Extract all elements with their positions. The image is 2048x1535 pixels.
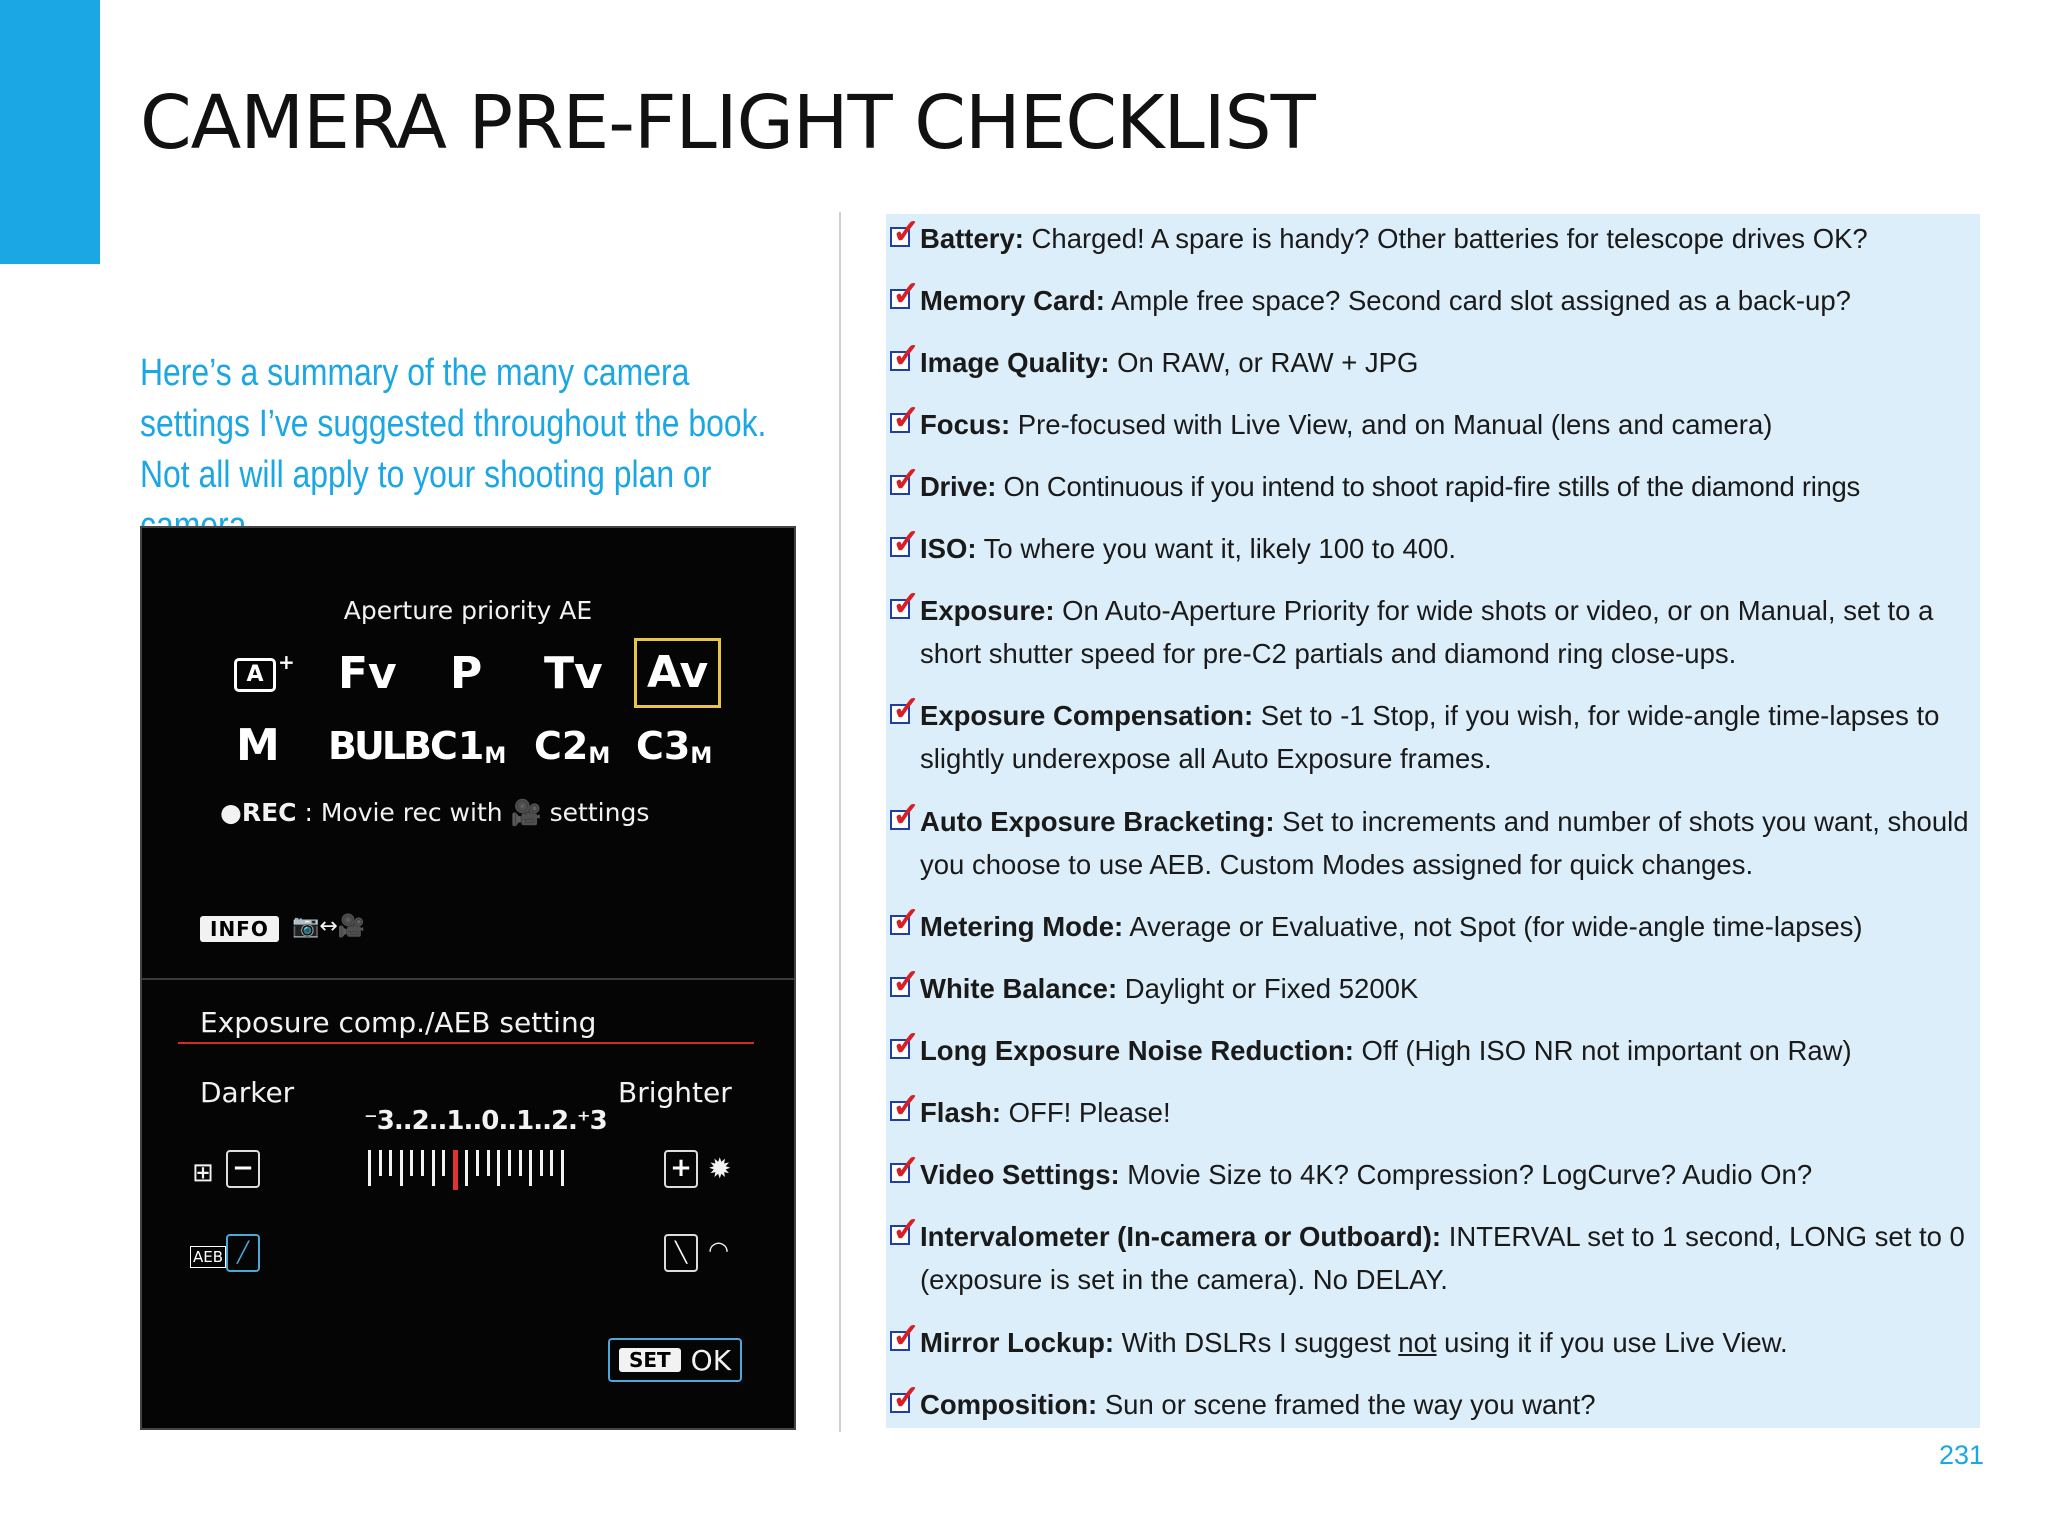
checklist-item-memory-card: ✓ Memory Card: Ample free space? Second card slot assigned as a back-up?	[892, 275, 1851, 316]
exposure-scale-labels: ⁻3..2..1..0..1..2.⁺3	[364, 1106, 607, 1136]
check-mark-icon: ✓	[892, 1379, 921, 1417]
mode-c1: $C1_M$	[430, 724, 507, 769]
check-mark-icon: ✓	[892, 461, 921, 499]
mode-m: M	[236, 720, 280, 771]
check-mark-icon: ✓	[892, 1025, 921, 1063]
intro-text: Here’s a summary of the many camera settings I’ve suggested throughout the book. Not all will apply to your shooting plan or	[140, 352, 767, 496]
main-dial-icon: ◠	[708, 1236, 729, 1264]
checklist-item-intervalometer: ✓ Intervalometer (In-camera or Outboard): INTERVAL set to 1 second, LONG set to 0 (exposure is set in the camera). No DELAY.	[892, 1211, 1965, 1295]
checklist-item-focus: ✓ Focus: Pre-focused with Live View, and on Manual (lens and camera)	[892, 399, 1773, 440]
checklist-item-exposure-compensation: ✓ Exposure Compensation: Set to -1 Stop, if you wish, for wide-angle time-lapses to slightly underexpose all Auto Exposure frames.	[892, 690, 1940, 774]
checklist-item-auto-exposure-bracketing: ✓ Auto Exposure Bracketing: Set to increments and number of shots you want, should you choose to use AEB. Custom Modes assigned for quick changes.	[892, 796, 1969, 880]
mode-c2: $C2_M$	[534, 724, 611, 769]
exposure-scale-ticks	[368, 1150, 564, 1190]
check-mark-icon: ✓	[892, 901, 921, 939]
checklist-item-battery: ✓ Battery: Charged! A spare is handy? Other batteries for telescope drives OK?	[892, 213, 1868, 254]
checklist-item-exposure: ✓ Exposure: On Auto-Aperture Priority for wide shots or video, or on Manual, set to a short shutter speed for pre-C2 partials and diamond ring close-ups.	[892, 585, 1934, 669]
checklist	[886, 214, 1980, 1428]
check-mark-icon: ✓	[892, 275, 921, 313]
aeb-widen-dial-icon: ╲	[664, 1234, 698, 1272]
checklist-item-mirror-lockup: ✓ Mirror Lockup: With DSLRs I suggest not using it if you use Live View.	[892, 1317, 1788, 1358]
check-mark-icon: ✓	[892, 690, 921, 728]
check-mark-icon: ✓	[892, 1317, 921, 1355]
page-title: CAMERA PRE-FLIGHT CHECKLIST	[140, 80, 1315, 166]
aeb-badge: AEB	[190, 1246, 226, 1268]
checklist-item-long-exposure-nr: ✓ Long Exposure Noise Reduction: Off (High ISO NR not important on Raw)	[892, 1025, 1852, 1066]
check-mark-icon: ✓	[892, 523, 921, 561]
check-mark-icon: ✓	[892, 1149, 921, 1187]
aeb-title: Exposure comp./AEB setting	[200, 1006, 597, 1039]
auto-mode-plus-icon: +	[278, 650, 295, 674]
checklist-item-metering-mode: ✓ Metering Mode: Average or Evaluative, not Spot (for wide-angle time-lapses)	[892, 901, 1863, 942]
rec-settings: settings	[549, 798, 650, 827]
camera-screen-photo	[140, 526, 796, 1430]
rec-line	[220, 798, 649, 828]
checklist-item-image-quality: ✓ Image Quality: On RAW, or RAW + JPG	[892, 337, 1419, 378]
mode-bulb: BULB	[328, 724, 429, 768]
checklist-item-video-settings: ✓ Video Settings: Movie Size to 4K? Compression? LogCurve? Audio On?	[892, 1149, 1813, 1190]
aeb-narrow-dial-icon: ╱	[226, 1234, 260, 1272]
sun-icon: ✹	[708, 1152, 732, 1185]
set-ok-button	[608, 1338, 742, 1382]
screen-divider	[142, 978, 794, 980]
check-mark-icon: ✓	[892, 1087, 921, 1125]
plus-button-icon: +	[664, 1150, 698, 1188]
photo-movie-switch-icon: 📷↔🎥	[292, 914, 366, 939]
check-mark-icon: ✓	[892, 399, 921, 437]
set-label: SET	[619, 1348, 681, 1372]
accent-bar	[0, 0, 100, 264]
check-mark-icon: ✓	[892, 963, 921, 1001]
movie-camera-icon: 🎥	[510, 798, 542, 827]
check-mark-icon: ✓	[892, 213, 921, 251]
check-mark-icon: ✓	[892, 337, 921, 375]
rec-text: : Movie rec with	[304, 798, 503, 827]
brighter-label: Brighter	[618, 1076, 732, 1109]
page-number: 231	[1938, 1440, 1984, 1470]
ok-label: OK	[690, 1343, 732, 1377]
mode-c3: $C3_M$	[636, 724, 713, 769]
aeb-title-rule	[178, 1042, 754, 1044]
check-mark-icon: ✓	[892, 585, 921, 623]
column-divider	[839, 212, 841, 1432]
minus-button-icon: −	[226, 1150, 260, 1188]
auto-mode-icon: A	[234, 658, 276, 692]
mode-p: P	[450, 648, 483, 699]
checklist-item-flash: ✓ Flash: OFF! Please!	[892, 1087, 1171, 1128]
mode-title: Aperture priority AE	[343, 596, 593, 625]
check-mark-icon: ✓	[892, 796, 921, 834]
mode-fv: Fv	[338, 648, 397, 699]
checklist-item-composition: ✓ Composition: Sun or scene framed the way you want?	[892, 1379, 1596, 1420]
checklist-item-iso: ✓ ISO: To where you want it, likely 100 to 400.	[892, 523, 1457, 564]
mode-av-selected: Av	[634, 638, 721, 708]
checklist-item-drive: ✓ Drive: On Continuous if you intend to shoot rapid-fire stills of the diamond rings	[892, 461, 1860, 502]
mode-tv: Tv	[544, 648, 603, 699]
darker-label: Darker	[200, 1076, 295, 1109]
checklist-item-white-balance: ✓ White Balance: Daylight or Fixed 5200K	[892, 963, 1419, 1004]
check-mark-icon: ✓	[892, 1211, 921, 1249]
exposure-comp-icon: ⊞	[192, 1158, 214, 1188]
rec-label: ●REC	[220, 798, 297, 827]
info-badge: INFO	[200, 916, 279, 942]
